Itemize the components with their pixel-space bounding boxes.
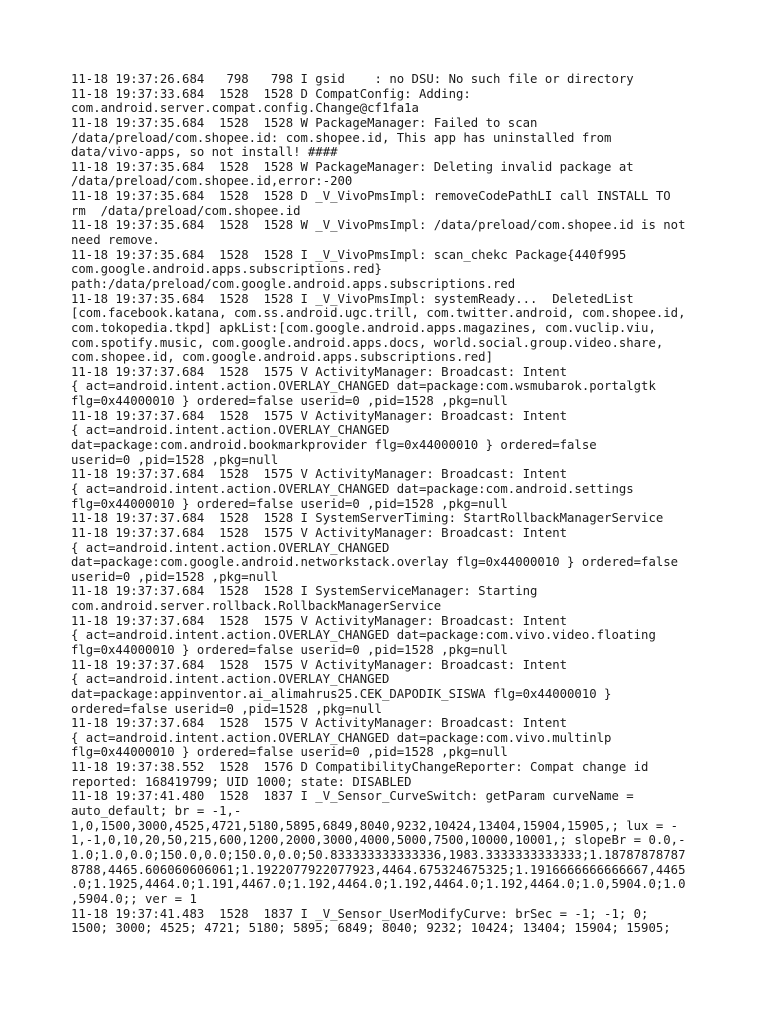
log-line: { act=android.intent.action.OVERLAY_CHANGED dat=package:com.android.settings (71, 481, 634, 496)
log-line: flg=0x44000010 } ordered=false userid=0 ,pid=1528 ,pkg=null (71, 642, 508, 657)
log-line: flg=0x44000010 } ordered=false userid=0 ,pid=1528 ,pkg=null (71, 496, 508, 511)
log-line: { act=android.intent.action.OVERLAY_CHANGED dat=package:com.wsmubarok.portalgtk (71, 379, 656, 394)
log-line: dat=package:com.android.bookmarkprovider flg=0x44000010 } ordered=false (71, 438, 597, 453)
log-line: dat=package:appinventor.ai_alimahrus25.CEK_DAPODIK_SISWA flg=0x44000010 } (71, 686, 612, 701)
log-line: 11-18 19:37:37.684 1528 1575 V ActivityManager: Broadcast: Intent (71, 525, 568, 540)
log-line: /data/preload/com.shopee.id,error:-200 (71, 174, 353, 189)
log-text-block (71, 72, 711, 936)
log-line: com.android.server.compat.config.Change@cf1fa1a (71, 101, 419, 116)
log-line: 11-18 19:37:37.684 1528 1575 V ActivityManager: Broadcast: Intent (71, 613, 568, 628)
log-line: 11-18 19:37:37.684 1528 1528 I SystemServerTiming: StartRollbackManagerService (71, 511, 664, 526)
log-line: 11-18 19:37:35.684 1528 1528 W PackageManager: Deleting invalid package at (71, 159, 634, 174)
log-line: 11-18 19:37:26.684 798 798 I gsid : no DSU: No such file or directory (71, 72, 634, 86)
log-line: 11-18 19:37:37.684 1528 1575 V ActivityManager: Broadcast: Intent (71, 716, 568, 731)
log-line: 11-18 19:37:37.684 1528 1575 V ActivityManager: Broadcast: Intent (71, 467, 568, 482)
log-line: 1,-1,0,10,20,50,215,600,1200,2000,3000,4000,5000,7500,10000,10001,; slopeBr = 0.0,- (71, 833, 686, 848)
log-line: com.google.android.apps.subscriptions.red} (71, 262, 382, 277)
log-line: 11-18 19:37:38.552 1528 1576 D CompatibilityChangeReporter: Compat change id (71, 760, 649, 775)
log-line: { act=android.intent.action.OVERLAY_CHANGED dat=package:com.vivo.multinlp (71, 730, 612, 745)
log-line: path:/data/preload/com.google.android.apps.subscriptions.red (71, 276, 516, 291)
log-line: 11-18 19:37:37.684 1528 1575 V ActivityManager: Broadcast: Intent (71, 408, 568, 423)
log-line: { act=android.intent.action.OVERLAY_CHANGED dat=package:com.vivo.video.floating (71, 628, 656, 643)
log-line: 11-18 19:37:41.480 1528 1837 I _V_Sensor_CurveSwitch: getParam curveName = (71, 789, 634, 804)
log-line: ordered=false userid=0 ,pid=1528 ,pkg=null (71, 701, 382, 716)
log-line: 11-18 19:37:35.684 1528 1528 I _V_VivoPmsImpl: systemReady... DeletedList (71, 291, 634, 306)
log-line: 1.0;1.0,0.0;150.0,0.0;150.0,0.0;50.833333333333336,1983.3333333333333;1.18787878787 (71, 847, 686, 862)
log-line: [com.facebook.katana, com.ss.android.ugc.trill, com.twitter.android, com.shopee.id, (71, 306, 686, 321)
log-line: 11-18 19:37:35.684 1528 1528 W _V_VivoPmsImpl: /data/preload/com.shopee.id is not (71, 218, 686, 233)
log-line: 11-18 19:37:37.684 1528 1575 V ActivityManager: Broadcast: Intent (71, 364, 568, 379)
log-line: 1,0,1500,3000,4525,4721,5180,5895,6849,8040,9232,10424,13404,15904,15905,; lux = - (71, 818, 679, 833)
log-line: com.android.server.rollback.RollbackManagerService (71, 599, 442, 614)
log-line: reported: 168419799; UID 1000; state: DISABLED (71, 774, 412, 789)
log-line: userid=0 ,pid=1528 ,pkg=null (71, 452, 279, 467)
log-line: { act=android.intent.action.OVERLAY_CHANGED (71, 540, 390, 555)
log-line: auto_default; br = -1,- (71, 804, 242, 819)
log-line: /data/preload/com.shopee.id: com.shopee.id, This app has uninstalled from (71, 130, 612, 145)
log-line: ,5904.0;; ver = 1 (71, 891, 197, 906)
log-line: userid=0 ,pid=1528 ,pkg=null (71, 569, 279, 584)
log-line: 11-18 19:37:41.483 1528 1837 I _V_Sensor_UserModifyCurve: brSec = -1; -1; 0; (71, 906, 649, 921)
log-line: 11-18 19:37:35.684 1528 1528 I _V_VivoPmsImpl: scan_chekc Package{440f995 (71, 247, 627, 262)
log-line: 1500; 3000; 4525; 4721; 5180; 5895; 6849; 8040; 9232; 10424; 13404; 15904; 15905; (71, 921, 671, 936)
log-line: data/vivo-apps, so not install! #### (71, 145, 338, 160)
log-line: 11-18 19:37:33.684 1528 1528 D CompatConfig: Adding: (71, 86, 471, 101)
log-line: 11-18 19:37:35.684 1528 1528 W PackageManager: Failed to scan (71, 115, 538, 130)
log-line: 11-18 19:37:37.684 1528 1528 I SystemServiceManager: Starting (71, 584, 538, 599)
log-line: { act=android.intent.action.OVERLAY_CHANGED (71, 672, 390, 687)
log-line: .0;1.1925,4464.0;1.191,4467.0;1.192,4464.0;1.192,4464.0;1.192,4464.0;1.0,5904.0;1.0 (71, 877, 686, 892)
log-line: 8788,4465.606060606061;1.1922077922077923,4464.675324675325;1.1916666666666667,4465 (71, 862, 686, 877)
log-line: com.spotify.music, com.google.android.apps.docs, world.social.group.video.share, (71, 335, 664, 350)
log-line: { act=android.intent.action.OVERLAY_CHANGED (71, 423, 390, 438)
log-line: com.tokopedia.tkpd] apkList:[com.google.android.apps.magazines, com.vuclip.viu, (71, 320, 656, 335)
log-line: flg=0x44000010 } ordered=false userid=0 ,pid=1528 ,pkg=null (71, 394, 508, 409)
log-line: 11-18 19:37:35.684 1528 1528 D _V_VivoPmsImpl: removeCodePathLI call INSTALL TO (71, 189, 671, 204)
log-line: flg=0x44000010 } ordered=false userid=0 ,pid=1528 ,pkg=null (71, 745, 508, 760)
log-line: rm /data/preload/com.shopee.id (71, 203, 301, 218)
log-line: com.shopee.id, com.google.android.apps.subscriptions.red] (71, 350, 493, 365)
log-line: need remove. (71, 233, 160, 248)
log-line: 11-18 19:37:37.684 1528 1575 V ActivityManager: Broadcast: Intent (71, 657, 568, 672)
log-line: dat=package:com.google.android.networkstack.overlay flg=0x44000010 } ordered=false (71, 555, 679, 570)
